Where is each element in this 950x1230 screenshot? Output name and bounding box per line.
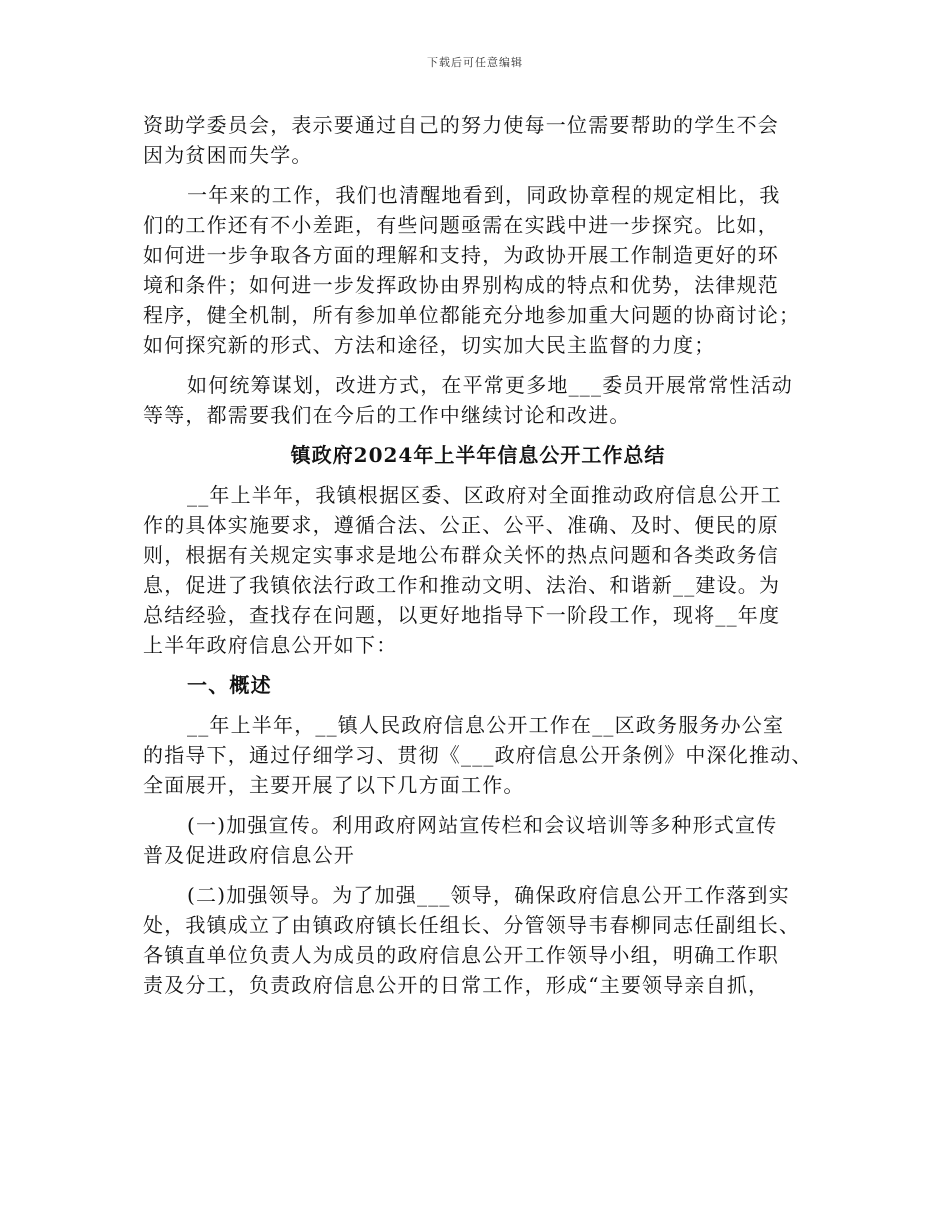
text-line: 作的具体实施要求，遵循合法、公正、公平、准确、及时、便民的原 bbox=[143, 513, 779, 537]
text-line: 一年来的工作，我们也清醒地看到，同政协章程的规定相比，我 bbox=[187, 183, 781, 207]
text-line: 程序，健全机制，所有参加单位都能充分地参加重大问题的协商讨论； bbox=[143, 303, 801, 327]
text-line: 处，我镇成立了由镇政府镇长任组长、分管领导韦春柳同志任副组长、 bbox=[143, 913, 801, 937]
text-line: 则，根据有关规定实事求是地公布群众关怀的热点问题和各类政务信 bbox=[143, 543, 779, 567]
text-line: 普及促进政府信息公开 bbox=[143, 843, 355, 867]
text-line: 等等，都需要我们在今后的工作中继续讨论和改进。 bbox=[143, 403, 631, 427]
text-line: 全面展开，主要开展了以下几方面工作。 bbox=[143, 773, 525, 797]
header-note: 下载后可任意编辑 bbox=[427, 56, 523, 69]
section-heading: 一、概述 bbox=[187, 673, 272, 697]
text-line: __年上半年，__镇人民政府信息公开工作在__区政务服务办公室 bbox=[187, 713, 785, 737]
text-line: __年上半年，我镇根据区委、区政府对全面推动政府信息公开工 bbox=[187, 483, 782, 507]
text-line: 因为贫困而失学。 bbox=[143, 143, 313, 167]
text-line: (二)加强领导。为了加强___领导，确保政府信息公开工作落到实 bbox=[187, 883, 790, 907]
text-line: 各镇直单位负责人为成员的政府信息公开工作领导小组，明确工作职 bbox=[143, 943, 779, 967]
text-line: 的指导下，通过仔细学习、贯彻《___政府信息公开条例》中深化推动、 bbox=[143, 743, 813, 767]
text-line: 资助学委员会，表示要通过自己的努力使每一位需要帮助的学生不会 bbox=[143, 113, 779, 137]
text-line: 如何统筹谋划，改进方式，在平常更多地___委员开展常常性活动 bbox=[187, 373, 793, 397]
text-line: 如何进一步争取各方面的理解和支持，为政协开展工作制造更好的环 bbox=[143, 243, 779, 267]
document-title: 镇政府2024年上半年信息公开工作总结 bbox=[290, 443, 666, 467]
text-line: 如何探究新的形式、方法和途径，切实加大民主监督的力度； bbox=[143, 333, 716, 357]
document-body bbox=[143, 110, 813, 1000]
text-line: 责及分工，负责政府信息公开的日常工作，形成“主要领导亲自抓， bbox=[143, 973, 770, 997]
text-line: (一)加强宣传。利用政府网站宣传栏和会议培训等多种形式宣传 bbox=[187, 813, 778, 837]
text-line: 息，促进了我镇依法行政工作和推动文明、法治、和谐新__建设。为 bbox=[143, 573, 781, 597]
text-line: 上半年政府信息公开如下： bbox=[143, 633, 398, 657]
text-line: 境和条件；如何进一步发挥政协由界别构成的特点和优势，法律规范 bbox=[143, 273, 779, 297]
text-line: 们的工作还有不小差距，有些问题亟需在实践中进一步探究。比如， bbox=[143, 213, 779, 237]
text-line: 总结经验，查找存在问题，以更好地指导下一阶段工作，现将__年度 bbox=[143, 603, 781, 627]
